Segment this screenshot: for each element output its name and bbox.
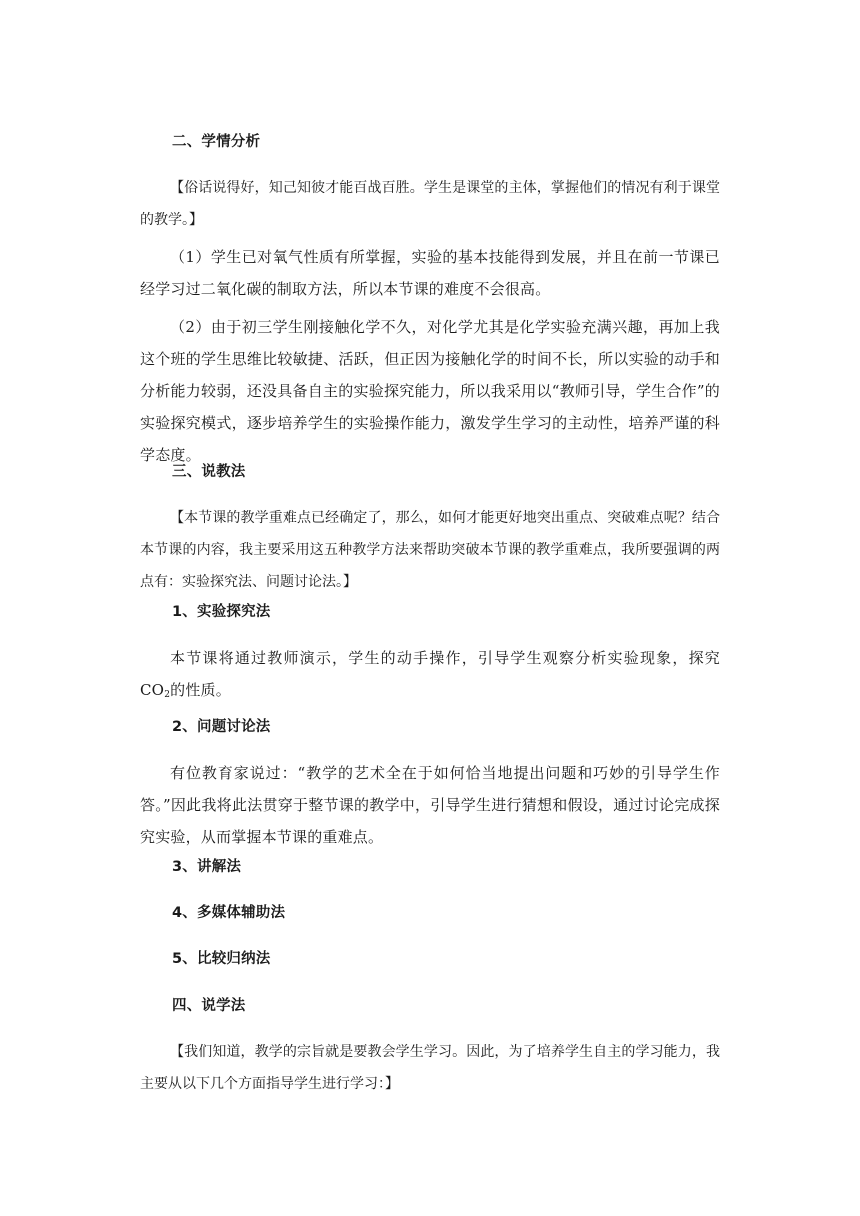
method-heading-multimedia: 4、多媒体辅助法 bbox=[172, 905, 286, 921]
learner-analysis-paragraph-1: （1）学生已对氧气性质有所掌握，实验的基本技能得到发展，并且在前一节课已经学习过二氧化碳的制取方法，所以本节课的难度不会很高。 bbox=[140, 248, 720, 298]
method-heading-comparison-induction: 5、比较归纳法 bbox=[172, 951, 271, 967]
method-heading-problem-discussion: 2、问题讨论法 bbox=[172, 719, 271, 735]
learner-analysis-note: 【俗话说得好，知己知彼才能百战百胜。学生是课堂的主体，掌握他们的情况有利于课堂的教学。】 bbox=[140, 180, 720, 228]
method-heading-explanation: 3、讲解法 bbox=[172, 859, 242, 875]
section-heading-learning-methods: 四、说学法 bbox=[172, 998, 246, 1014]
experiment-inquiry-text-a: 本节课将通过教师演示，学生的动手操作，引导学生观察分析实验现象，探究 CO bbox=[140, 649, 720, 699]
co2-subscript: 2 bbox=[164, 690, 171, 700]
problem-discussion-paragraph: 有位教育家说过：“教学的艺术全在于如何恰当地提出问题和巧妙的引导学生作答。”因此我将此法贯穿于整节课的教学中，引导学生进行猜想和假设，通过讨论完成探究实验，从而掌握本节课的重难点。 bbox=[140, 764, 720, 846]
experiment-inquiry-paragraph bbox=[140, 642, 720, 706]
section-heading-learner-analysis: 二、学情分析 bbox=[172, 134, 261, 150]
learner-analysis-paragraph-2: （2）由于初三学生刚接触化学不久，对化学尤其是化学实验充满兴趣，再加上我这个班的学生思维比较敏捷、活跃，但正因为接触化学的时间不长，所以实验的动手和分析能力较弱，还没具备自主的实验探究能力，所以我采用以“教师引导，学生合作”的实验探究模式，逐步培养学生的实验操作能力，激发学生学习的主动性，培养严谨的科学态度。 bbox=[140, 318, 720, 464]
teaching-methods-note: 【本节课的教学重难点已经确定了，那么，如何才能更好地突出重点、突破难点呢？结合本节课的内容，我主要采用这五种教学方法来帮助突破本节课的教学重难点，我所要强调的两点有：实验探究法、问题讨论法。】 bbox=[140, 510, 720, 590]
method-heading-experiment-inquiry: 1、实验探究法 bbox=[172, 604, 271, 620]
section-heading-teaching-methods: 三、说教法 bbox=[172, 464, 246, 480]
learning-methods-note: 【我们知道，教学的宗旨就是要教会学生学习。因此，为了培养学生自主的学习能力，我主要从以下几个方面指导学生进行学习：】 bbox=[140, 1044, 720, 1092]
experiment-inquiry-text-b: 的性质。 bbox=[170, 681, 231, 699]
